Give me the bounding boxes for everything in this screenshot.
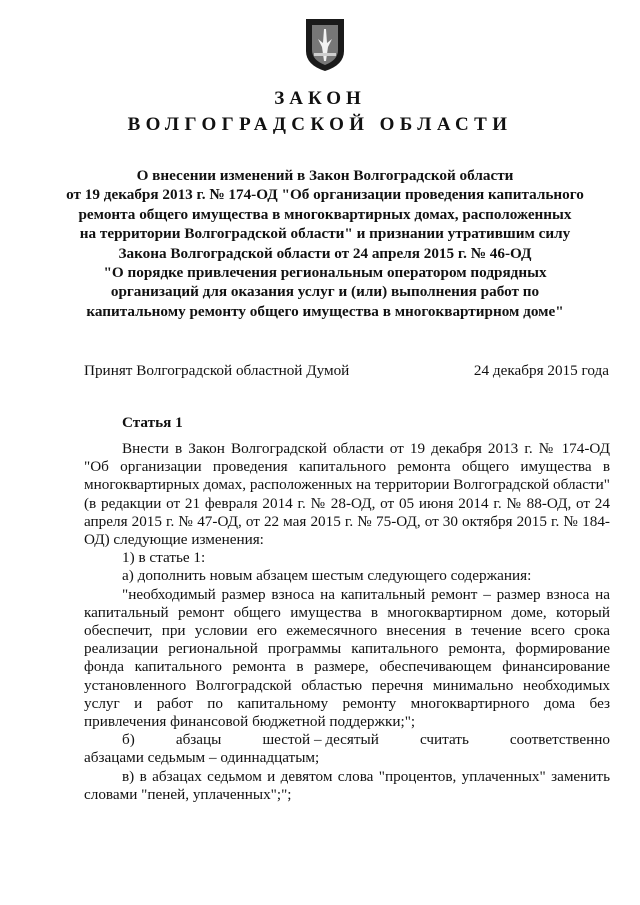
subject-line: "О порядке привлечения региональным оператором подрядных xyxy=(103,264,547,282)
quoted-paragraph: "необходимый размер взноса на капитальный ремонт – размер взноса на капитальный ремонт общего имущества в многоквартирном доме, который обеспечит, при условии его ежемесячного внесения в течение всего срока реализации региональной программы капитального ремонта, формирование фонда капитального ремонта в размере, обеспечивающем финансирование установленного Волгоградской областью перечня минимально необходимых услуг и работ по капитальному ремонту многоквартирного дома без привлечения финансовой бюджетной поддержки;"; xyxy=(84,585,610,731)
item-b-word: считать xyxy=(419,731,469,749)
item-b-word: б) xyxy=(122,731,135,749)
item-v: в) в абзацах седьмом и девятом слова "процентов, уплаченных" заменить словами "пеней, уплаченных";"; xyxy=(84,767,610,803)
item-1: 1) в статье 1: xyxy=(122,549,206,567)
item-b-word: абзацы xyxy=(175,731,222,749)
subject-line: на территории Волгоградской области" и признании утратившим силу xyxy=(79,225,571,243)
item-b xyxy=(84,731,610,749)
item-b-continuation: абзацами седьмым – одиннадцатым; xyxy=(84,749,320,767)
subject-line: организаций для оказания услуг и (или) выполнения работ по xyxy=(110,283,540,301)
coat-of-arms-emblem xyxy=(304,17,346,73)
adopted-by: Принят Волгоградской областной Думой xyxy=(84,362,350,379)
region-title: ВОЛГОГРАДСКОЙ ОБЛАСТИ xyxy=(127,114,513,135)
law-subject xyxy=(60,166,590,321)
article-body xyxy=(84,440,610,804)
item-a: а) дополнить новым абзацем шестым следующего содержания: xyxy=(122,567,532,585)
item-b-word: шестой – десятый xyxy=(262,731,379,749)
law-title: ЗАКОН xyxy=(274,88,366,109)
article-heading: Статья 1 xyxy=(122,414,183,431)
adoption-line xyxy=(84,362,609,380)
item-b-word: соответственно xyxy=(509,731,610,749)
subject-line: капитальному ремонту общего имущества в многоквартирном доме" xyxy=(86,302,564,320)
subject-line: О внесении изменений в Закон Волгоградской области xyxy=(136,167,514,184)
subject-line: от 19 декабря 2013 г. № 174-ОД "Об организации проведения капитального xyxy=(66,186,584,204)
subject-line: ремонта общего имущества в многоквартирных домах, расположенных xyxy=(78,205,572,223)
subject-line: Закона Волгоградской области от 24 апреля 2015 г. № 46-ОД xyxy=(118,244,532,262)
adoption-date: 24 декабря 2015 года xyxy=(473,362,609,379)
article-intro: Внести в Закон Волгоградской области от 19 декабря 2013 г. № 174-ОД "Об организации проведения капитального ремонта общего имущества в многоквартирных домах, расположенных на территории Волгоградской области" (в редакции от 21 февраля 2014 г. № 28-ОД, от 05 июня 2014 г. № 88-ОД, от 24 апреля 2015 г. № 47-ОД, от 22 мая 2015 г. № 75-ОД, от 30 октября 2015 г. № 184-ОД) следующие изменения: xyxy=(84,440,610,549)
